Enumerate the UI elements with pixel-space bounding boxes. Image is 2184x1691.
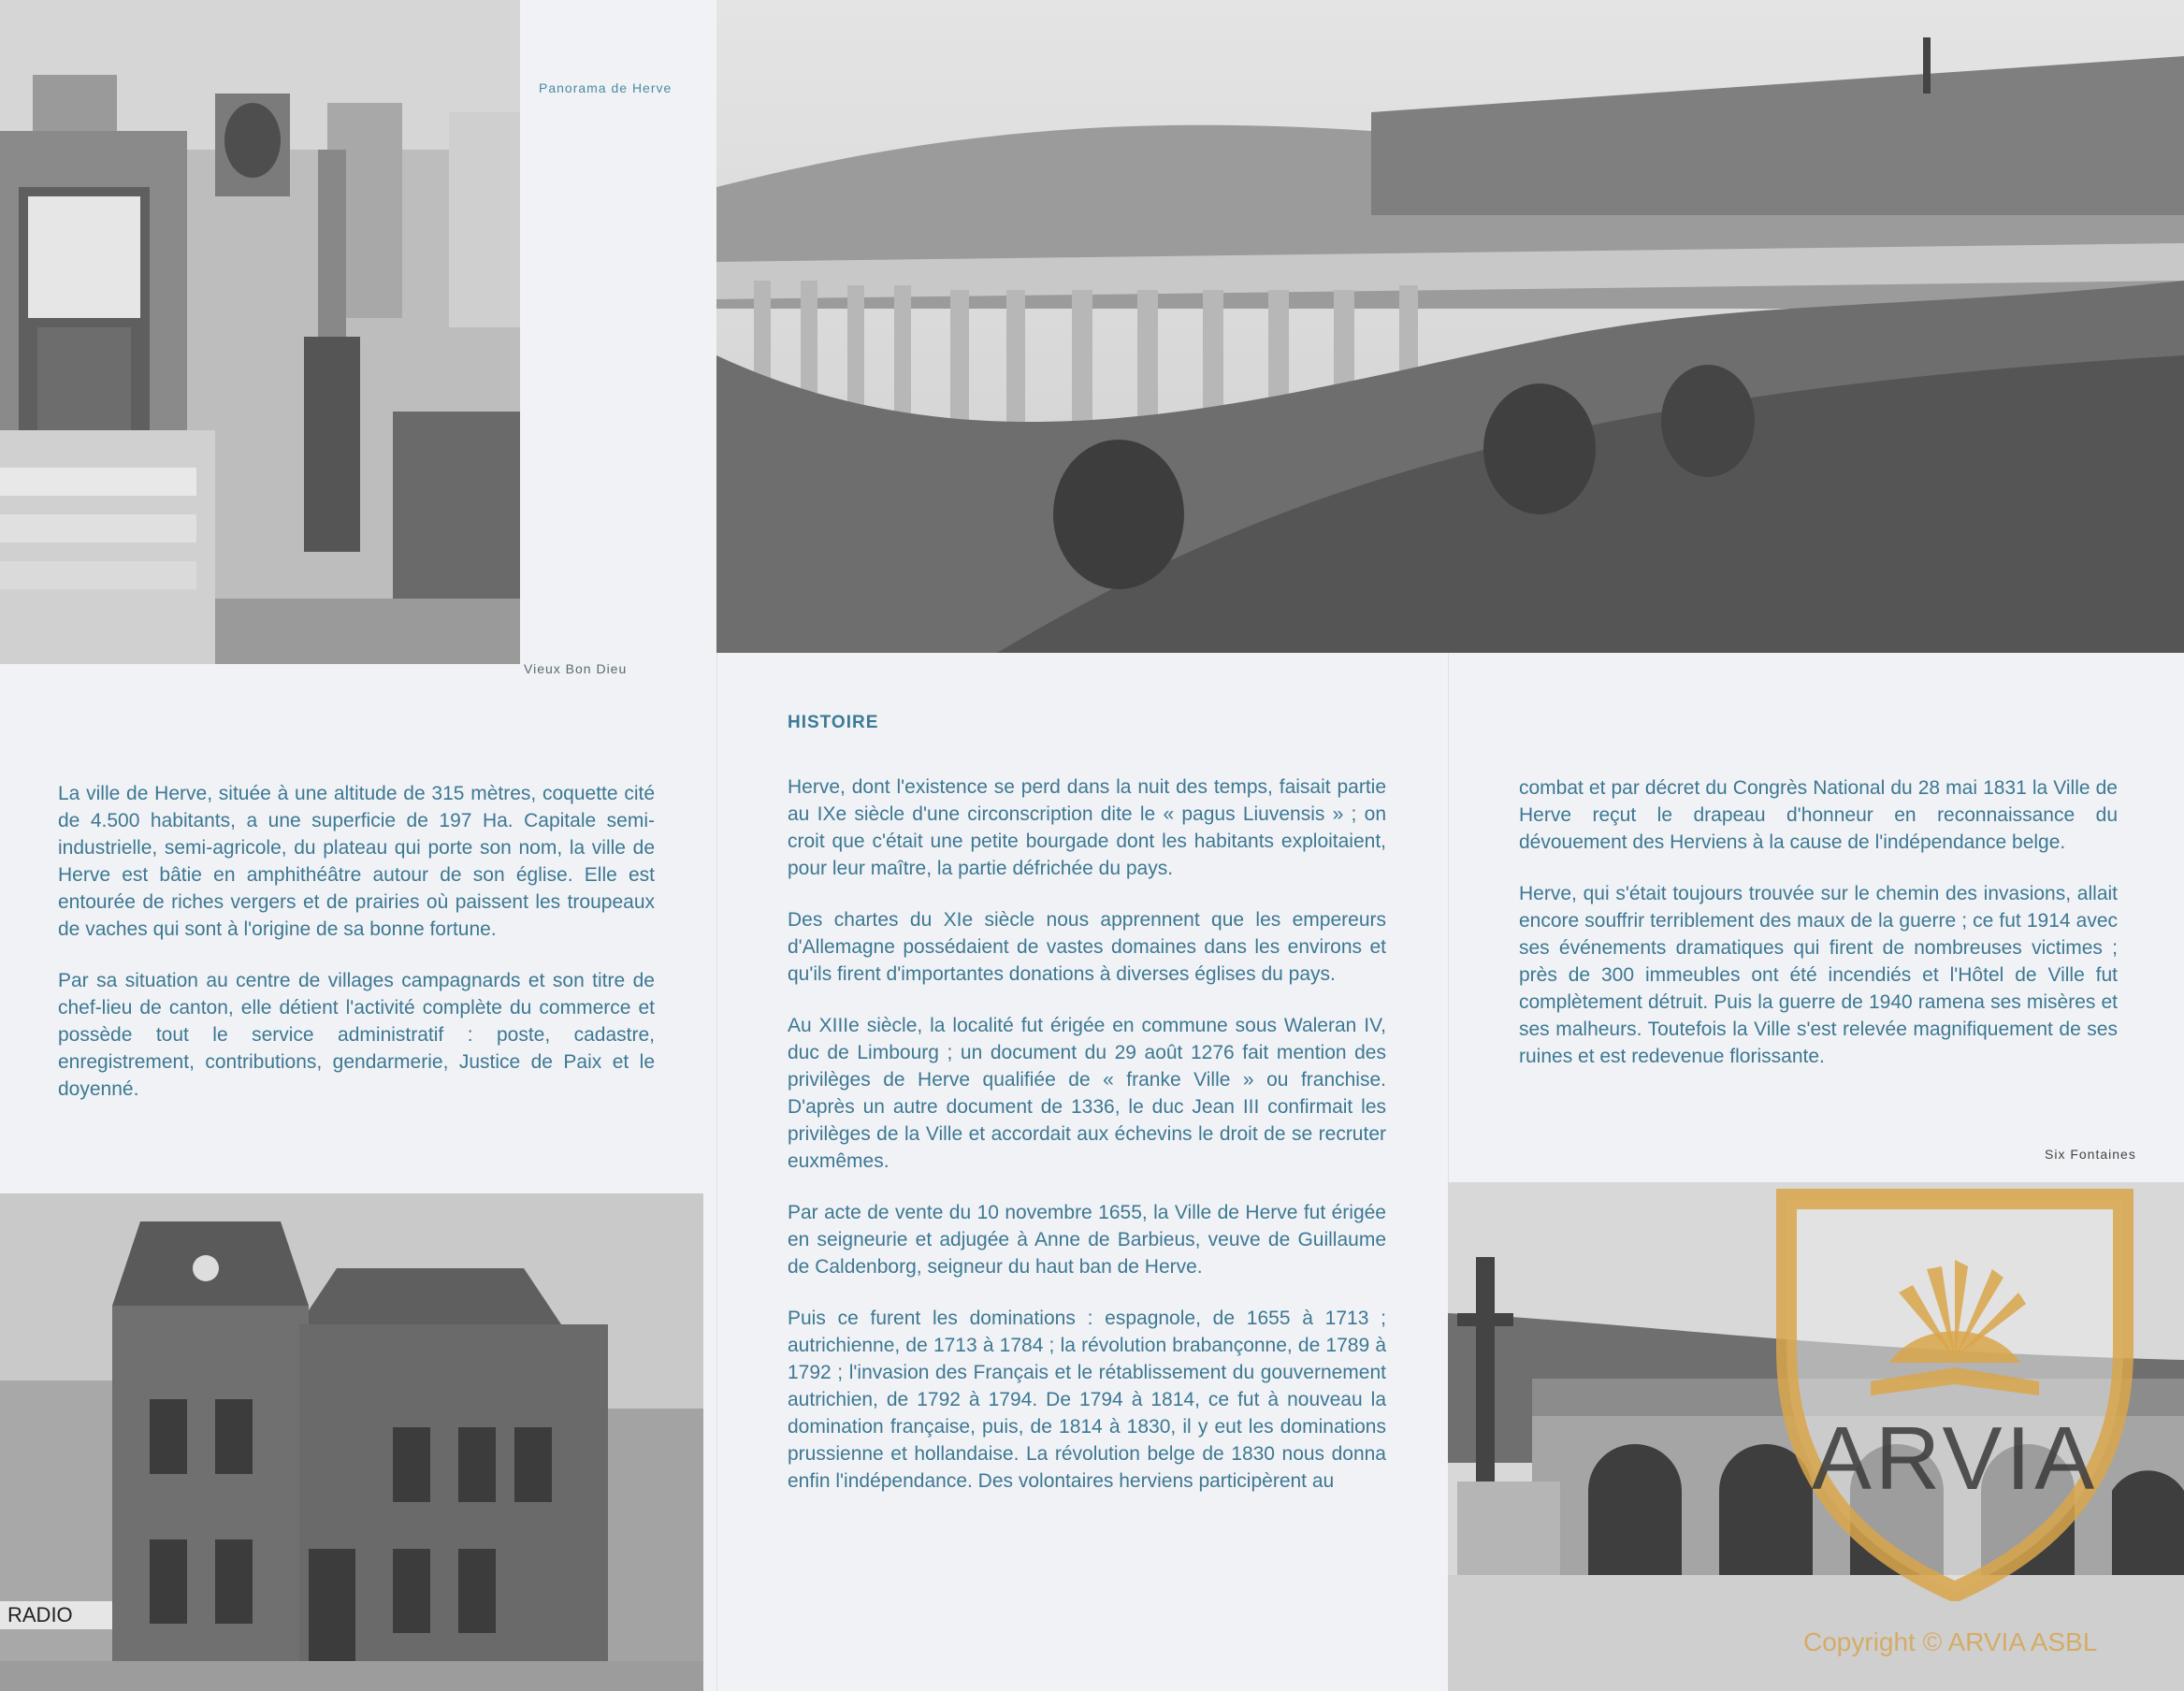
caption-panorama: Panorama de Herve	[539, 80, 673, 95]
histoire-paragraph: Puis ce furent les dominations : espagnole, de 1655 à 1713 ; autrichienne, de 1713 à 1784 ; la révolution brabançonne, de 1789 à 1792 ; l'invasion des Français et le rétablissement du gouvernement autrichien, de 1792 à 1794. De 1794 à 1814, ce fut à nouveau la domination française, puis, de 1814 à 1830, il y eut les dominations prussienne et hollandaise. La révolution belge de 1830 nous donna enfin l'indépendance. Des volontaires herviens participèrent au	[788, 1308, 1386, 1492]
photo-vieux-bon-dieu	[0, 0, 520, 664]
histoire-heading: HISTOIRE	[788, 713, 879, 732]
arvia-logo-text: ARVIA	[1811, 1409, 2099, 1509]
intro-paragraph: Par sa situation au centre de villages campagnards et son titre de chef-lieu de canton, elle détient l'activité complète du commerce et possède tout le service administratif : poste, cadastre, enregistrement, contributions, gendarmerie, Justice de Paix et le doyenné.	[58, 970, 655, 1100]
histoire-paragraph: Par acte de vente du 10 novembre 1655, la Ville de Herve fut érigée en seigneurie et adjugée à Anne de Barbieus, veuve de Guillaume de Caldenborg, seigneur du haut ban de Herve.	[788, 1202, 1386, 1278]
caption-vieux-bon-dieu: Vieux Bon Dieu	[524, 661, 628, 676]
radio-sign: RADIO	[7, 1603, 73, 1626]
histoire-paragraph: Au XIIIe siècle, la localité fut érigée en commune sous Waleran IV, duc de Limbourg ; un document du 29 août 1276 fait mention des privilèges de Herve qualifiée de « franke Ville » ou franchise. D'après un autre document de 1336, le duc Jean III confirmait les privilèges de la Ville et accordait aux échevins le droit de se recruter euxmêmes.	[788, 1015, 1386, 1172]
suite-paragraph: combat et par décret du Congrès National du 28 mai 1831 la Ville de Herve reçut le drapeau d'honneur en reconnaissance du dévouement des Herviens à la cause de l'indépendance belge.	[1519, 777, 2118, 853]
watermark-copyright: Copyright © ARVIA ASBL	[1803, 1627, 2098, 1656]
histoire-column	[788, 773, 1386, 1519]
caption-six-fontaines: Six Fontaines	[2045, 1147, 2136, 1162]
suite-paragraph: Herve, qui s'était toujours trouvée sur le chemin des invasions, allait encore souffrir terriblement des maux de la guerre ; ce fut 1914 avec ses événements dramatiques qui firent de nombreuses victimes ; près de 300 immeubles ont été incendiés et l'Hôtel de Ville fut complètement détruit. Puis la guerre de 1940 ramena ses misères et ses malheurs. Toutefois la Ville s'est relevée magnifiquement de ses ruines et est redevenue florissante.	[1519, 883, 2118, 1067]
intro-column	[58, 780, 655, 1127]
suite-column	[1519, 774, 2118, 1094]
histoire-paragraph: Herve, dont l'existence se perd dans la nuit des temps, faisait partie au IXe siècle d'une circonscription dite le « pagus Liuvensis » ; on croit que c'était une petite bourgade dont les habitants exploitaient, pour leur maître, la partie défrichée du pays.	[788, 776, 1386, 879]
intro-paragraph: La ville de Herve, située à une altitude de 315 mètres, coquette cité de 4.500 habitants, a une superficie de 197 Ha. Capitale semi-industrielle, semi-agricole, du plateau qui porte son nom, la ville de Herve est bâtie en amphithéâtre autour de son église. Elle est entourée de riches vergers et de prairies où paissent les troupeaux de vaches qui sont à l'origine de sa bonne fortune.	[58, 783, 655, 940]
photo-hotel-de-ville	[0, 1193, 703, 1691]
photo-panorama-de-herve	[716, 0, 2184, 653]
arvia-watermark-logo	[1768, 1180, 2142, 1601]
histoire-paragraph: Des chartes du XIe siècle nous apprennent que les empereurs d'Allemagne possédaient de vastes domaines dans les environs et qu'ils firent d'importantes donations à diverses églises du pays.	[788, 909, 1386, 985]
